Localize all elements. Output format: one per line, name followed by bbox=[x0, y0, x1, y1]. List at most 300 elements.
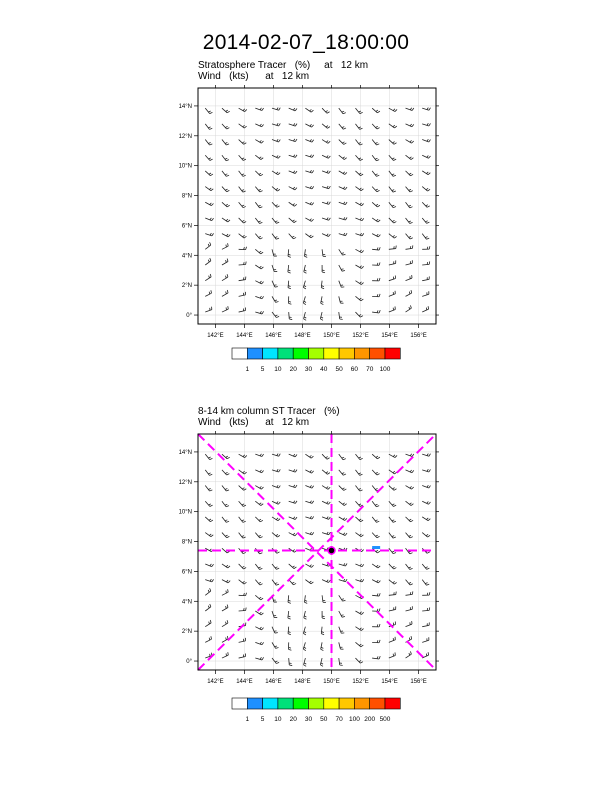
wind-barb-shaft bbox=[339, 658, 340, 665]
wind-barb-flag bbox=[225, 142, 227, 143]
wind-barb bbox=[355, 486, 362, 492]
wind-barb bbox=[305, 485, 313, 488]
wind-barb-flag bbox=[375, 520, 377, 521]
wind-barb-shaft bbox=[222, 108, 227, 113]
wind-barb-flag bbox=[409, 205, 411, 206]
wind-barb-shaft bbox=[222, 309, 228, 312]
colorbar-swatch bbox=[370, 348, 385, 359]
y-tick-label: 6°N bbox=[181, 569, 192, 576]
wind-barb-shaft bbox=[239, 155, 244, 160]
wind-barb bbox=[372, 202, 380, 207]
colorbar-swatch bbox=[232, 348, 247, 359]
wind-barb-shaft bbox=[372, 454, 377, 459]
wind-barb bbox=[372, 218, 380, 222]
wind-barb bbox=[289, 533, 297, 536]
wind-barb-shaft bbox=[406, 278, 412, 281]
wind-barb-flag bbox=[295, 139, 297, 142]
wind-barb bbox=[304, 595, 307, 603]
wind-barb bbox=[304, 658, 307, 666]
wind-barb-flag bbox=[288, 634, 291, 635]
wind-barb-flag bbox=[260, 553, 263, 554]
wind-barb-shaft bbox=[239, 218, 244, 223]
wind-barb-flag bbox=[341, 269, 343, 270]
wind-barb bbox=[289, 517, 297, 520]
wind-barb-flag bbox=[344, 489, 347, 491]
wind-barb-flag bbox=[345, 172, 347, 174]
wind-barb bbox=[355, 312, 362, 317]
wind-barb bbox=[389, 140, 397, 145]
wind-barb-shaft bbox=[289, 312, 290, 319]
wind-barb-flag bbox=[393, 521, 396, 522]
wind-barb-flag bbox=[259, 251, 261, 252]
wind-barb-flag bbox=[379, 294, 380, 297]
wind-barb bbox=[320, 658, 323, 666]
wind-barb-flag bbox=[209, 534, 211, 536]
wind-barb-shaft bbox=[406, 263, 413, 265]
wind-barb bbox=[303, 296, 306, 304]
wind-barb bbox=[406, 501, 414, 505]
wind-barb bbox=[339, 140, 347, 145]
wind-barb-flag bbox=[210, 564, 212, 566]
wind-barb-flag bbox=[376, 219, 378, 221]
wind-barb-flag bbox=[295, 485, 297, 488]
wind-barb bbox=[406, 124, 414, 127]
wind-barb-shaft bbox=[372, 187, 377, 192]
wind-barb-flag bbox=[410, 191, 413, 192]
wind-barb-flag bbox=[210, 579, 211, 581]
wind-barb-flag bbox=[260, 537, 263, 538]
wind-barb-flag bbox=[262, 311, 264, 314]
wind-barb-flag bbox=[258, 567, 260, 568]
wind-barb-shaft bbox=[205, 623, 211, 627]
wind-barb-flag bbox=[426, 238, 429, 239]
wind-barb-shaft bbox=[205, 486, 209, 492]
wind-barb-shaft bbox=[422, 279, 429, 280]
colorbar-label: 30 bbox=[304, 366, 313, 373]
wind-barb-flag bbox=[327, 473, 329, 475]
wind-barb-flag bbox=[343, 187, 345, 189]
wind-barb-flag bbox=[262, 282, 264, 284]
wind-barb-flag bbox=[360, 128, 363, 129]
wind-barb-flag bbox=[304, 256, 307, 257]
wind-barb-flag bbox=[409, 307, 410, 309]
wind-barb-flag bbox=[262, 454, 264, 456]
wind-barb bbox=[222, 202, 230, 207]
wind-barb-flag bbox=[393, 552, 396, 553]
wind-barb-flag bbox=[343, 128, 346, 129]
wind-barb bbox=[205, 124, 212, 130]
wind-barb-flag bbox=[275, 237, 277, 238]
wind-barb bbox=[289, 234, 296, 239]
wind-barb-flag bbox=[294, 204, 296, 206]
wind-barb bbox=[355, 296, 363, 300]
wind-barb-flag bbox=[412, 108, 414, 110]
wind-barb-shaft bbox=[205, 639, 211, 642]
wind-barb-flag bbox=[289, 319, 292, 320]
wind-barb bbox=[389, 108, 397, 111]
wind-barb-flag bbox=[209, 474, 212, 475]
wind-barb-flag bbox=[259, 535, 261, 536]
wind-barb bbox=[422, 155, 430, 158]
wind-barb bbox=[355, 627, 363, 631]
wind-barb-flag bbox=[260, 191, 263, 192]
wind-barb bbox=[372, 624, 380, 627]
wind-barb-flag bbox=[260, 584, 263, 585]
wind-barb bbox=[339, 265, 345, 271]
wind-barb bbox=[372, 278, 380, 281]
wind-barb-shaft bbox=[406, 308, 412, 312]
wind-barb-shaft bbox=[406, 234, 411, 239]
wind-barb-flag bbox=[343, 474, 346, 475]
wind-barb-flag bbox=[210, 620, 211, 623]
wind-barb-flag bbox=[259, 597, 261, 598]
wind-barb-flag bbox=[343, 254, 346, 255]
wind-barb-shaft bbox=[222, 470, 227, 475]
wind-barb-flag bbox=[429, 108, 431, 111]
wind-barb bbox=[355, 454, 362, 459]
wind-barb bbox=[239, 593, 247, 596]
wind-barb bbox=[406, 564, 413, 570]
wind-barb bbox=[255, 454, 263, 457]
wind-barb-flag bbox=[276, 172, 278, 174]
wind-barb-flag bbox=[209, 173, 211, 174]
wind-barb bbox=[289, 108, 297, 111]
wind-barb bbox=[289, 139, 297, 142]
wind-barb-flag bbox=[212, 579, 214, 581]
wind-barb bbox=[339, 658, 343, 665]
wind-barb bbox=[339, 642, 344, 649]
wind-barb-flag bbox=[312, 516, 314, 519]
wind-barb bbox=[222, 187, 229, 192]
wind-barb-flag bbox=[377, 580, 379, 582]
wind-barb-flag bbox=[310, 186, 311, 188]
colorbar-label: 20 bbox=[289, 366, 297, 373]
wind-barb-flag bbox=[209, 292, 210, 294]
wind-barb-flag bbox=[226, 606, 227, 608]
wind-barb-shaft bbox=[272, 218, 276, 223]
wind-barb bbox=[422, 202, 429, 207]
wind-barb bbox=[255, 564, 262, 570]
wind-barb-flag bbox=[412, 124, 414, 126]
wind-barb-flag bbox=[328, 580, 330, 582]
colorbar-swatch bbox=[309, 698, 324, 709]
y-tick-label: 0° bbox=[186, 313, 192, 320]
wind-barb bbox=[422, 592, 430, 595]
wind-barb-shaft bbox=[355, 312, 360, 317]
wind-barb bbox=[222, 636, 228, 642]
wind-barb-flag bbox=[242, 205, 244, 206]
wind-barb-flag bbox=[210, 458, 213, 459]
wind-barb-flag bbox=[345, 518, 347, 520]
colorbar-2 bbox=[232, 698, 400, 723]
wind-barb-flag bbox=[393, 206, 396, 207]
wind-barb-flag bbox=[226, 234, 228, 236]
wind-barb-flag bbox=[429, 156, 431, 158]
wind-barb bbox=[322, 140, 330, 144]
wind-barb bbox=[205, 258, 211, 265]
wind-barb bbox=[339, 217, 347, 220]
wind-barb-flag bbox=[277, 552, 280, 553]
wind-barb bbox=[372, 564, 380, 568]
wind-barb-flag bbox=[393, 471, 395, 473]
wind-barb-flag bbox=[312, 532, 314, 534]
wind-barb-flag bbox=[304, 631, 306, 632]
wind-barb bbox=[355, 517, 363, 522]
wind-barb-flag bbox=[322, 632, 324, 633]
colorbar-swatch bbox=[247, 348, 262, 359]
wind-barb-shaft bbox=[222, 261, 228, 265]
wind-barb-flag bbox=[376, 472, 378, 473]
wind-barb bbox=[239, 580, 247, 584]
wind-barb-flag bbox=[226, 490, 229, 491]
wind-barb-shaft bbox=[372, 124, 377, 129]
wind-barb-flag bbox=[210, 490, 213, 491]
wind-barb bbox=[339, 281, 345, 288]
wind-barb bbox=[406, 621, 412, 627]
wind-barb-shaft bbox=[239, 564, 244, 569]
wind-barb-shaft bbox=[239, 486, 244, 491]
wind-barb bbox=[288, 611, 291, 619]
wind-barb-flag bbox=[242, 536, 244, 537]
wind-barb-flag bbox=[327, 127, 329, 129]
wind-barb bbox=[322, 249, 326, 256]
wind-barb-flag bbox=[262, 124, 264, 126]
wind-barb-flag bbox=[226, 580, 228, 582]
wind-barb-flag bbox=[276, 568, 279, 569]
wind-barb-flag bbox=[411, 174, 414, 176]
wind-barb-flag bbox=[359, 173, 361, 174]
wind-barb bbox=[289, 564, 297, 569]
wind-barb-shaft bbox=[205, 517, 210, 522]
wind-barb bbox=[272, 202, 279, 207]
wind-barb-flag bbox=[342, 488, 344, 489]
wind-barb bbox=[406, 275, 412, 281]
wind-barb bbox=[355, 108, 362, 113]
wind-barb-flag bbox=[226, 260, 227, 262]
wind-barb-flag bbox=[288, 616, 290, 617]
wind-barb-flag bbox=[392, 190, 394, 191]
wind-barb bbox=[255, 218, 262, 224]
wind-barb-flag bbox=[227, 259, 228, 262]
wind-barb-shaft bbox=[355, 658, 360, 663]
wind-barb-shaft bbox=[339, 281, 342, 288]
colorbar-swatch bbox=[293, 348, 308, 359]
wind-barb bbox=[305, 139, 313, 142]
wind-barb-flag bbox=[310, 532, 311, 534]
wind-barb-flag bbox=[376, 126, 378, 127]
colorbar-label: 30 bbox=[304, 716, 313, 723]
wind-barb bbox=[389, 187, 396, 193]
wind-barb-shaft bbox=[239, 501, 244, 506]
wind-barb bbox=[389, 246, 396, 250]
wind-barb-shaft bbox=[372, 155, 376, 161]
wind-barb-flag bbox=[210, 549, 212, 551]
wind-barb-flag bbox=[376, 175, 379, 176]
wind-barb-flag bbox=[320, 319, 323, 320]
wind-barb-flag bbox=[262, 657, 264, 660]
wind-barb-flag bbox=[342, 457, 344, 458]
wind-barb bbox=[255, 124, 263, 127]
wind-barb bbox=[389, 275, 396, 280]
wind-barb-flag bbox=[427, 206, 430, 207]
wind-barb bbox=[289, 202, 297, 206]
wind-barb-flag bbox=[342, 599, 344, 600]
wind-barb-shaft bbox=[422, 564, 426, 569]
wind-barb-flag bbox=[392, 142, 394, 143]
colorbar-label: 10 bbox=[274, 716, 282, 723]
wind-barb bbox=[389, 155, 396, 160]
x-tick-label: 148°E bbox=[294, 679, 311, 685]
wind-barb-flag bbox=[321, 301, 323, 302]
wind-barb bbox=[339, 595, 346, 601]
wind-barb-flag bbox=[326, 472, 328, 473]
wind-barb-flag bbox=[394, 568, 397, 569]
wind-barb-flag bbox=[410, 454, 411, 456]
wind-barb-flag bbox=[246, 262, 247, 265]
y-tick-label: 4°N bbox=[181, 253, 192, 260]
wind-barb bbox=[372, 580, 380, 583]
wind-barb-flag bbox=[295, 455, 297, 457]
wind-barb-shaft bbox=[205, 140, 209, 146]
wind-barb-flag bbox=[293, 454, 295, 456]
wind-barb-flag bbox=[375, 174, 377, 175]
wind-barb-shaft bbox=[355, 124, 359, 130]
wind-barb-flag bbox=[394, 489, 397, 491]
wind-barb bbox=[255, 627, 263, 630]
wind-barb-flag bbox=[429, 140, 431, 142]
wind-barb-flag bbox=[411, 504, 413, 506]
wind-barb bbox=[205, 620, 211, 627]
wind-barb-shaft bbox=[239, 517, 243, 523]
wind-barb bbox=[222, 124, 229, 129]
wind-barb-flag bbox=[312, 125, 314, 127]
wind-barb-flag bbox=[344, 579, 345, 581]
wind-barb bbox=[389, 470, 397, 474]
wind-barb-flag bbox=[343, 518, 345, 520]
wind-barb-flag bbox=[427, 156, 429, 158]
main-title: 2014-02-07_18:00:00 bbox=[202, 31, 410, 54]
wind-barb bbox=[422, 652, 428, 658]
wind-barb-flag bbox=[295, 171, 297, 173]
wind-barb-shaft bbox=[322, 454, 327, 459]
wind-barb-flag bbox=[260, 454, 261, 456]
wind-barb-flag bbox=[277, 535, 279, 537]
wind-barb-shaft bbox=[222, 155, 226, 161]
wind-barb-flag bbox=[395, 455, 397, 457]
wind-barb bbox=[239, 140, 247, 145]
wind-barb-shaft bbox=[205, 108, 209, 113]
wind-barb-flag bbox=[361, 299, 363, 301]
wind-barb bbox=[239, 218, 246, 223]
wind-barb-shaft bbox=[406, 202, 410, 208]
wind-barb bbox=[289, 123, 297, 126]
wind-barb-flag bbox=[293, 139, 294, 141]
wind-barb-flag bbox=[226, 204, 228, 205]
wind-barb bbox=[355, 533, 363, 537]
wind-barb bbox=[389, 454, 397, 457]
wind-barb bbox=[205, 171, 213, 176]
wind-barb-flag bbox=[343, 113, 346, 114]
wind-barb bbox=[289, 187, 297, 190]
wind-barb-shaft bbox=[406, 609, 413, 611]
wind-barb-flag bbox=[321, 317, 323, 318]
wind-barb bbox=[389, 202, 396, 207]
wind-barb-flag bbox=[376, 144, 379, 145]
wind-barb-flag bbox=[244, 489, 247, 491]
wind-barb-shaft bbox=[406, 293, 412, 296]
wind-barb-shaft bbox=[422, 264, 429, 265]
y-tick-label: 12°N bbox=[178, 479, 192, 486]
wind-barb-flag bbox=[228, 566, 230, 568]
wind-barb-shaft bbox=[422, 580, 426, 586]
wind-barb bbox=[389, 260, 396, 265]
wind-barb bbox=[288, 627, 291, 635]
wind-barb bbox=[355, 140, 362, 146]
wind-barb-flag bbox=[293, 533, 295, 535]
wind-barb-flag bbox=[362, 266, 364, 268]
wind-barb bbox=[372, 234, 380, 237]
wind-barb-flag bbox=[275, 567, 277, 568]
wind-barb bbox=[272, 564, 279, 569]
wind-barb-shaft bbox=[406, 594, 413, 595]
wind-barb bbox=[389, 291, 396, 297]
wind-barb bbox=[339, 627, 345, 634]
wind-barb-flag bbox=[376, 110, 378, 111]
wind-barb-flag bbox=[262, 108, 264, 110]
wind-barb bbox=[389, 501, 396, 506]
wind-barb-flag bbox=[226, 276, 227, 278]
wind-barb-flag bbox=[329, 202, 331, 205]
wind-barb-shaft bbox=[406, 580, 411, 585]
wind-barb bbox=[322, 155, 330, 158]
wind-barb-flag bbox=[409, 221, 411, 222]
y-tick-label: 14°N bbox=[178, 103, 192, 110]
wind-barb-flag bbox=[327, 517, 328, 519]
y-tick-label: 8°N bbox=[181, 193, 192, 200]
wind-barb bbox=[222, 218, 230, 222]
wind-barb-flag bbox=[293, 108, 295, 110]
wind-barb-shaft bbox=[255, 218, 259, 224]
wind-barb-flag bbox=[409, 503, 411, 505]
wind-barb-shaft bbox=[372, 171, 376, 176]
wind-barb-shaft bbox=[339, 595, 343, 601]
wind-barb bbox=[339, 454, 346, 460]
wind-barb-flag bbox=[261, 487, 263, 489]
wind-barb-flag bbox=[303, 303, 306, 305]
wind-barb bbox=[321, 281, 324, 289]
wind-barb-flag bbox=[393, 505, 396, 506]
wind-barb-flag bbox=[327, 502, 329, 504]
wind-barb bbox=[205, 486, 212, 492]
wind-barb-flag bbox=[212, 233, 214, 235]
wind-barb-shaft bbox=[389, 595, 396, 596]
wind-barb-flag bbox=[429, 502, 431, 504]
wind-barb-shaft bbox=[355, 108, 359, 113]
wind-barb-shaft bbox=[205, 454, 209, 459]
wind-barb-flag bbox=[377, 594, 378, 596]
colorbar-swatch bbox=[354, 698, 369, 709]
wind-barb-flag bbox=[427, 108, 428, 110]
colorbar-label: 200 bbox=[364, 716, 376, 723]
wind-barb bbox=[322, 202, 330, 205]
wind-barb-flag bbox=[211, 290, 212, 293]
wind-barb-flag bbox=[362, 579, 364, 581]
wind-barb-flag bbox=[227, 111, 230, 113]
wind-barb-flag bbox=[410, 584, 413, 585]
wind-barb bbox=[406, 606, 413, 611]
wind-barb bbox=[289, 296, 292, 304]
wind-barb-flag bbox=[377, 248, 378, 250]
